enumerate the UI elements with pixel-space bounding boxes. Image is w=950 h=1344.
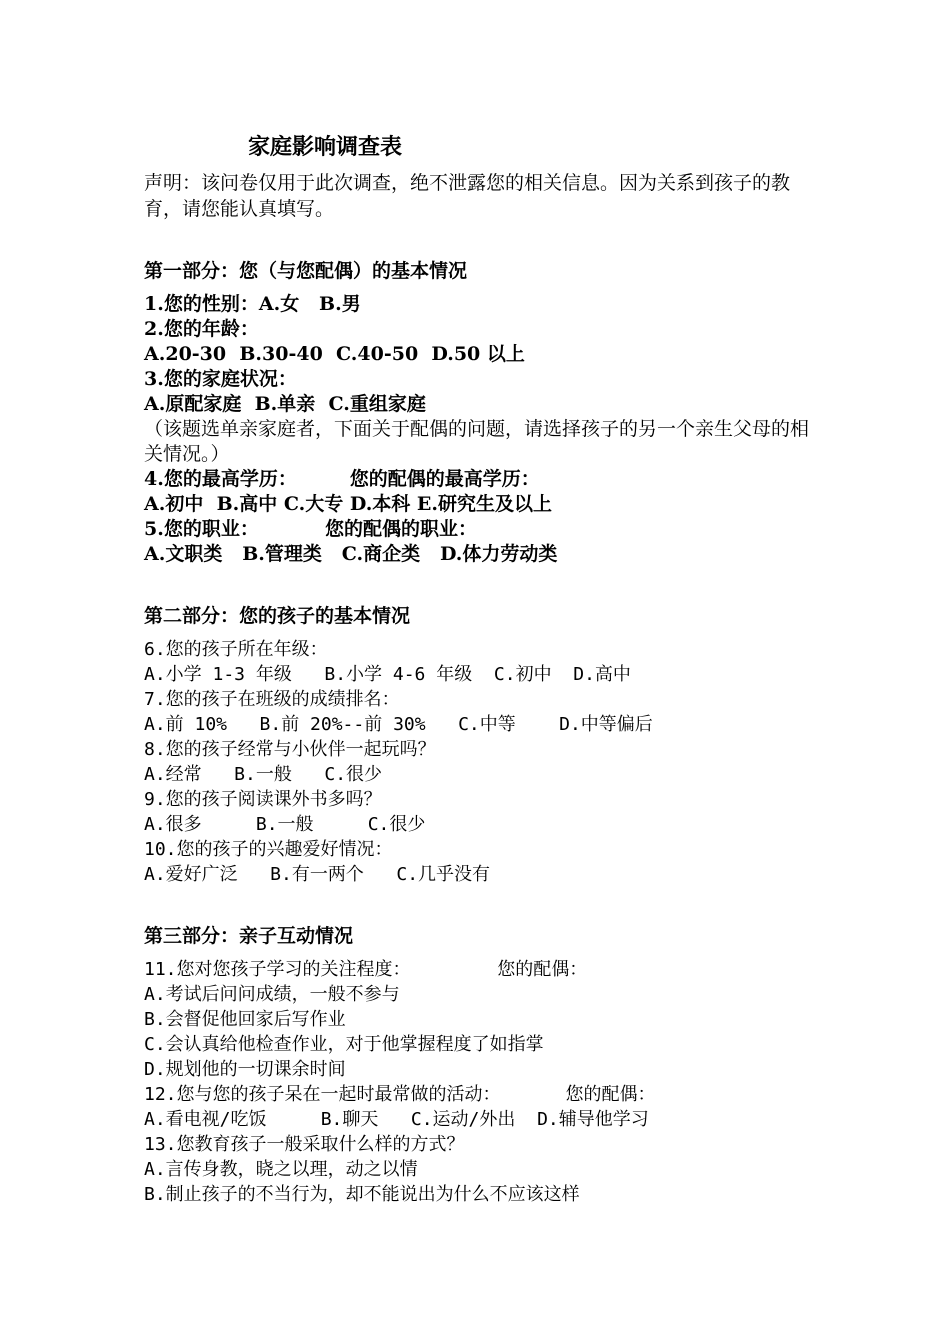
survey-page (144, 130, 824, 1207)
question-line: 1.您的性别：A.女 B.男 (144, 293, 361, 315)
section-parent-child-interaction (144, 921, 824, 1207)
question-line: 2.您的年龄： (144, 318, 259, 340)
option-line: B.会督促他回家后写作业 (144, 1009, 346, 1030)
spacer (144, 887, 824, 921)
option-line: B.制止孩子的不当行为，却不能说出为什么不应该这样 (144, 1184, 580, 1205)
option-line: A.前 10% B.前 20%--前 30% C.中等 D.中等偏后 (144, 714, 653, 735)
option-line: A.经常 B.一般 C.很少 (144, 764, 383, 785)
option-line: A.原配家庭 B.单亲 C.重组家庭 (144, 393, 426, 415)
question-line: 13.您教育孩子一般采取什么样的方式？ (144, 1134, 465, 1155)
question-line: 4.您的最高学历： 您的配偶的最高学历： (144, 468, 540, 490)
question-line: 5.您的职业： 您的配偶的职业： (144, 518, 477, 540)
option-line: A.言传身教，晓之以理，动之以情 (144, 1159, 418, 1180)
option-line: C.会认真给他检查作业，对于他掌握程度了如指掌 (144, 1034, 544, 1055)
option-line: A.爱好广泛 B.有一两个 C.几乎没有 (144, 864, 491, 885)
section-heading: 第三部分：亲子互动情况 (144, 925, 354, 947)
section-child-info (144, 601, 824, 887)
option-line: A.20-30 B.30-40 C.40-50 D.50 以上 (144, 343, 525, 365)
privacy-notice: 声明：该问卷仅用于此次调查，绝不泄露您的相关信息。因为关系到孩子的教育，请您能认真填写。 (144, 172, 791, 220)
question-line: 10.您的孩子的兴趣爱好情况： (144, 839, 393, 860)
question-line: 3.您的家庭状况： (144, 368, 297, 390)
section-basic-info (144, 256, 824, 567)
option-line: D.规划他的一切课余时间 (144, 1059, 346, 1080)
question-line: 12.您与您的孩子呆在一起时最常做的活动： 您的配偶： (144, 1084, 656, 1105)
section-heading: 第二部分：您的孩子的基本情况 (144, 605, 411, 627)
option-line: A.文职类 B.管理类 C.商企类 D.体力劳动类 (144, 543, 558, 565)
option-line: A.很多 B.一般 C.很少 (144, 814, 426, 835)
question-line: 8.您的孩子经常与小伙伴一起玩吗？ (144, 739, 436, 760)
spacer (144, 222, 824, 256)
note-line: （该题选单亲家庭者，下面关于配偶的问题，请选择孩子的另一个亲生父母的相关情况。） (144, 418, 810, 465)
option-line: A.考试后问问成绩，一般不参与 (144, 984, 400, 1005)
option-line: A.初中 B.高中 C.大专 D.本科 E.研究生及以上 (144, 493, 553, 515)
option-line: A.看电视/吃饭 B.聊天 C.运动/外出 D.辅导他学习 (144, 1109, 649, 1130)
option-line: A.小学 1-3 年级 B.小学 4-6 年级 C.初中 D.高中 (144, 664, 631, 685)
section-heading: 第一部分：您（与您配偶）的基本情况 (144, 260, 468, 282)
question-line: 6.您的孩子所在年级： (144, 639, 328, 660)
spacer (144, 567, 824, 601)
question-line: 11.您对您孩子学习的关注程度： 您的配偶： (144, 959, 588, 980)
question-line: 9.您的孩子阅读课外书多吗？ (144, 789, 382, 810)
document-title: 家庭影响调查表 (248, 135, 403, 160)
question-line: 7.您的孩子在班级的成绩排名： (144, 689, 400, 710)
